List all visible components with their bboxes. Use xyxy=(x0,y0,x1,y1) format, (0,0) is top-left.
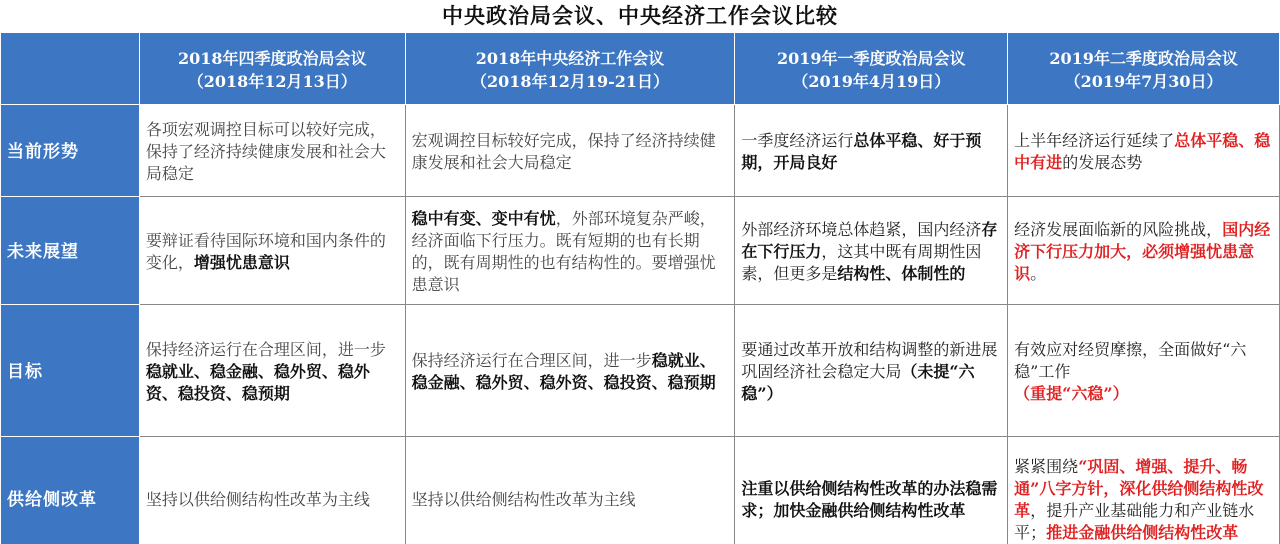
header-row xyxy=(1,33,1280,105)
comparison-table xyxy=(0,32,1280,544)
cell-text: ，外部环境复杂严峻，经济面临下行压力。既有短期的也有长期的，既有周期性的也有结构性的。要增强忧患意识 xyxy=(411,208,716,294)
column-header-name: 2019年二季度政治局会议 xyxy=(1049,48,1238,68)
cell-text: 注重以供给侧结构性改革的办法稳需求；加快金融供给侧结构性改革 xyxy=(741,478,998,520)
cell-text: 推进金融供给侧结构性改革 xyxy=(1046,522,1239,542)
cell-text: 有效应对经贸摩擦，全面做好“六稳”工作 xyxy=(1014,339,1247,381)
cell-text: 国内经济下行压力加大，必须增强忧患意识 xyxy=(1014,219,1271,283)
cell-text: 一季度经济运行 xyxy=(741,130,854,150)
cell-text: （重提“六稳”） xyxy=(1014,383,1129,403)
table-cell xyxy=(735,197,1008,305)
row-label: 未来展望 xyxy=(1,197,140,305)
cell-text: 稳就业、稳金融、稳外贸、稳外资、稳投资、稳预期 xyxy=(145,361,370,403)
cell-text: 保持经济运行在合理区间，进一步 xyxy=(411,350,652,370)
cell-text: 存在下行压力 xyxy=(741,219,998,261)
column-header-name: 2018年四季度政治局会议 xyxy=(178,48,367,68)
column-header xyxy=(735,33,1008,105)
corner-cell xyxy=(1,33,140,105)
cell-text: 要辩证看待国际环境和国内条件的变化， xyxy=(145,230,386,272)
cell-text: 要通过改革开放和结构调整的新进展巩固经济社会稳定大局 xyxy=(741,339,998,381)
cell-text: 总体平稳、稳中有进 xyxy=(1014,130,1271,172)
table-cell xyxy=(1008,305,1280,437)
table-cell xyxy=(405,105,735,197)
table-cell xyxy=(139,105,405,197)
table-cell xyxy=(1008,105,1280,197)
table-cell xyxy=(139,437,405,544)
cell-text: 的发展态势 xyxy=(1062,152,1143,172)
cell-text: 总体平稳、好于预期，开局良好 xyxy=(741,130,982,172)
cell-text: 坚持以供给侧结构性改革为主线 xyxy=(411,489,636,509)
cell-text: 。 xyxy=(1030,263,1047,283)
column-header xyxy=(405,33,735,105)
table-cell xyxy=(735,105,1008,197)
table-cell xyxy=(405,197,735,305)
row-label: 当前形势 xyxy=(1,105,140,197)
cell-text: 增强忧患意识 xyxy=(193,252,290,272)
cell-text: 经济发展面临新的风险挑战， xyxy=(1014,219,1223,239)
row-label: 目标 xyxy=(1,305,140,437)
table-row xyxy=(1,437,1280,544)
table-cell xyxy=(735,305,1008,437)
cell-text: 紧紧围绕 xyxy=(1014,456,1079,476)
cell-text: 稳中有变、变中有忧 xyxy=(411,208,556,228)
cell-text: 宏观调控目标较好完成，保持了经济持续健康发展和社会大局稳定 xyxy=(411,130,716,172)
cell-text: 稳就业、稳金融、稳外贸、稳外资、稳投资、稳预期 xyxy=(411,350,716,392)
column-header-name: 2018年中央经济工作会议 xyxy=(475,48,665,68)
cell-text: （未提“六稳”） xyxy=(741,361,975,403)
table-cell xyxy=(405,437,735,544)
cell-text: 保持经济运行在合理区间，进一步 xyxy=(145,339,386,359)
cell-text: 结构性、体制性的 xyxy=(837,263,966,283)
table-row xyxy=(1,305,1280,437)
column-header-date: （2018年12月19-21日） xyxy=(471,71,670,91)
table-row xyxy=(1,105,1280,197)
cell-text: 坚持以供给侧结构性改革为主线 xyxy=(145,489,370,509)
sheet-title: 中央政治局会议、中央经济工作会议比较 xyxy=(0,0,1280,33)
column-header xyxy=(1008,33,1280,105)
table-cell xyxy=(139,305,405,437)
table-cell xyxy=(139,197,405,305)
row-label: 供给侧改革 xyxy=(1,437,140,544)
table-cell xyxy=(1008,197,1280,305)
column-header-date: （2018年12月13日） xyxy=(187,71,357,91)
cell-text: ，提升产业基础能力和产业链水平； xyxy=(1014,500,1255,542)
table-cell xyxy=(1008,437,1280,544)
column-header-date: （2019年4月19日） xyxy=(792,71,951,91)
table-cell xyxy=(405,305,735,437)
column-header-date: （2019年7月30日） xyxy=(1064,71,1223,91)
cell-text: 外部经济环境总体趋紧，国内经济 xyxy=(741,219,982,239)
cell-text: 各项宏观调控目标可以较好完成，保持了经济持续健康发展和社会大局稳定 xyxy=(145,119,386,183)
cell-text: “巩固、增强、提升、畅通”八字方针，深化供给侧结构性改革 xyxy=(1014,456,1264,520)
cell-text: 上半年经济运行延续了 xyxy=(1014,130,1175,150)
cell-text: ，这其中既有周期性因素，但更多是 xyxy=(741,241,982,283)
table-cell xyxy=(735,437,1008,544)
column-header-name: 2019年一季度政治局会议 xyxy=(777,48,966,68)
column-header xyxy=(139,33,405,105)
table-row xyxy=(1,197,1280,305)
